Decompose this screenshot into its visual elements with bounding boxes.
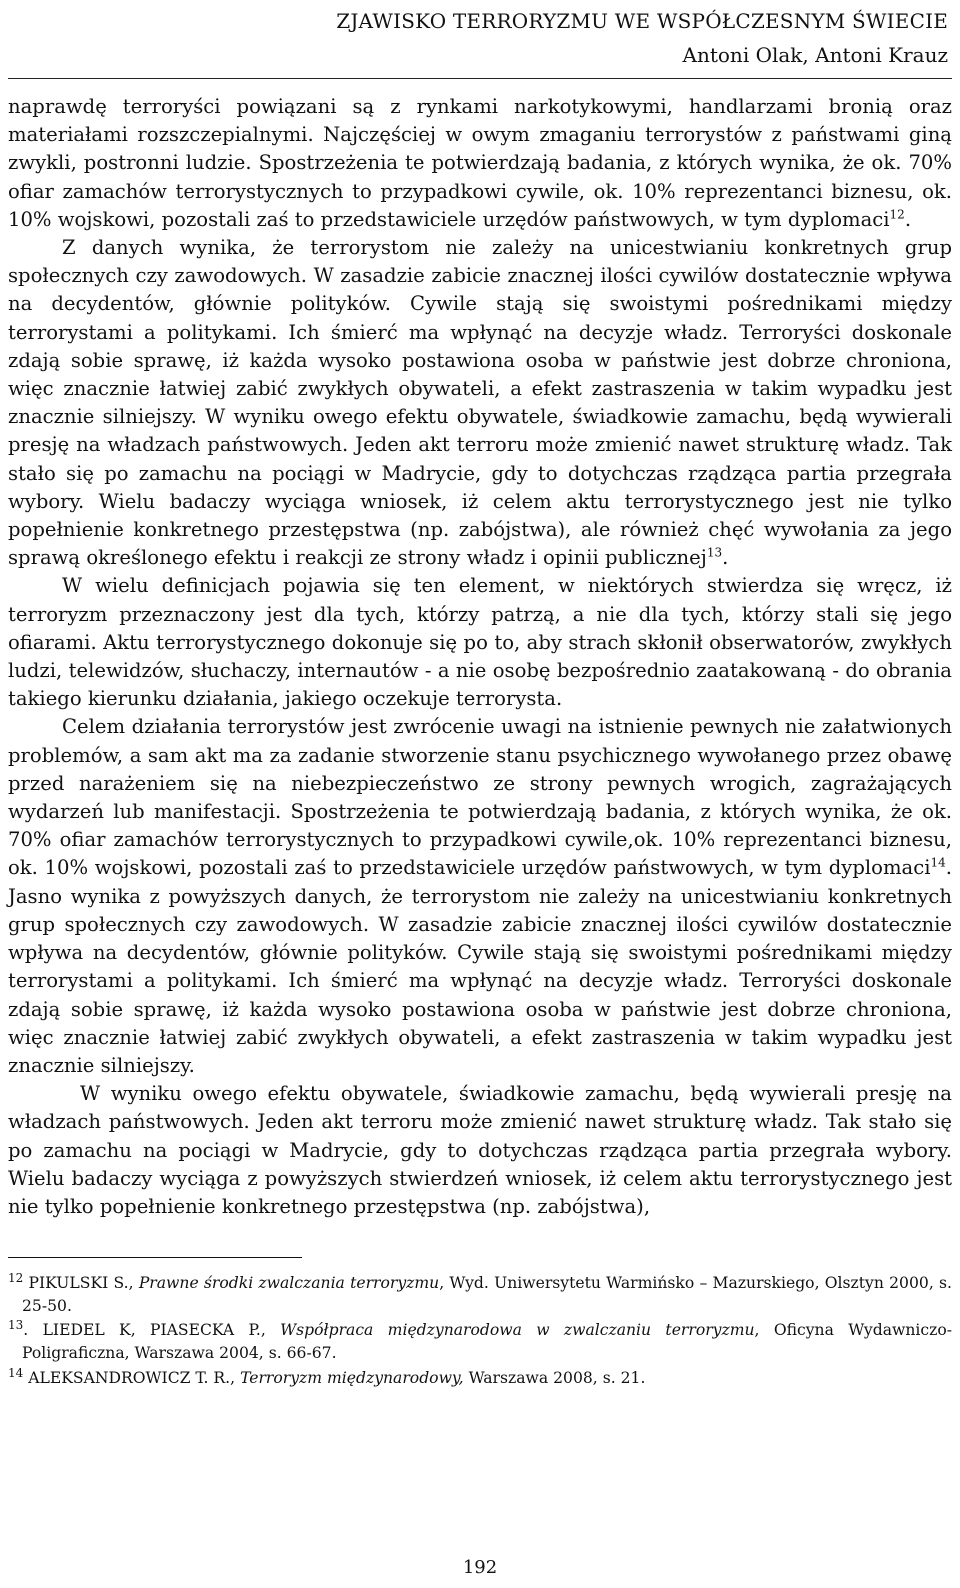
footnote-publication: , Wyd. Uniwersytetu Warmińsko – Mazurskiego, Olsztyn 2000, s. 25-50. bbox=[22, 1274, 952, 1315]
paragraph-4-text: Celem działania terrorystów jest zwrócenie uwagi na istnienie pewnych nie załatwionych problemów, a sam akt ma za zadanie stworzenie stanu psychicznego wywołanego przez obawę przed narażeniem się na niebezpieczeństwo ze strony pewnych wrogich, zagrażających wydarzeń lub manifestacji. Spostrzeżenia te potwierdzają badania, z których wynika, że ok. 70% ofiar zamachów terrorystycznych to przypadkowi cywile,ok. 10% reprezentanci biznesu, ok. 10% wojskowi, pozostali zaś to przedstawiciele urzędów państwowych, w tym dyplomaci bbox=[8, 715, 952, 880]
running-header bbox=[8, 0, 952, 72]
footnote-number: 14 bbox=[8, 1365, 24, 1380]
footnote-12 bbox=[8, 1272, 952, 1317]
page-number: 192 bbox=[462, 1557, 498, 1578]
footnote-ref-12[interactable]: 12 bbox=[889, 207, 905, 222]
footnote-author: ALEKSANDROWICZ T. R., bbox=[23, 1368, 241, 1387]
paragraph-1 bbox=[8, 93, 952, 234]
footnote-number: 12 bbox=[8, 1270, 24, 1285]
running-authors: Antoni Olak, Antoni Krauz bbox=[682, 43, 948, 67]
body-text bbox=[8, 93, 952, 1221]
paragraph-4 bbox=[8, 713, 952, 1080]
paragraph-3: W wielu definicjach pojawia się ten element, w niektórych stwierdza się wręcz, iż terroryzm przeznaczony jest dla tych, którzy patrzą, a nie dla tych, którzy stali się jego ofiarami. Aktu terrorystycznego dokonuje się po to, aby strach skłonił obserwatorów, zwykłych ludzi, telewidzów, słuchaczy, internautów - a nie osobę bezpośrednio zaatakowaną - do obrania takiego kierunku działania, jakiego oczekuje terrorysta. bbox=[8, 574, 952, 711]
footnotes bbox=[8, 1272, 952, 1389]
paragraph-1-text: naprawdę terroryści powiązani są z rynkami narkotykowymi, handlarzami bronią oraz materiałami rozszczepialnymi. Najczęściej w owym zmaganiu terrorystów z państwami giną zwykli, postronni ludzie. Spostrzeżenia te potwierdzają badania, z których wynika, że ok. 70% ofiar zamachów terrorystycznych to przypadkowi cywile, ok. 10% reprezentanci biznesu, ok. 10% wojskowi, pozostali zaś to przedstawiciele urzędów państwowych, w tym dyplomaci bbox=[8, 95, 952, 231]
footnote-publication: Warszawa 2008, s. 21. bbox=[463, 1368, 646, 1387]
footnote-title: Prawne środki zwalczania terroryzmu bbox=[138, 1274, 440, 1293]
footnote-author: PIKULSKI S., bbox=[28, 1274, 139, 1293]
running-title: ZJAWISKO TERRORYZMU WE WSPÓŁCZESNYM ŚWIECIE bbox=[336, 9, 948, 33]
footnote-rule bbox=[8, 1257, 302, 1258]
footnote-title: Współpraca międzynarodowa w zwalczaniu terroryzmu bbox=[280, 1321, 755, 1340]
paragraph-2-end: . bbox=[722, 546, 729, 570]
paragraph-5: W wyniku owego efektu obywatele, świadkowie zamachu, będą wywierali presję na władzach państwowych. Jeden akt terroru może zmienić nawet strukturę władz. Tak stało się po zamachu na pociągi w Madrycie, gdy to dotychczas rządząca partia przegrała wybory. Wielu badaczy wyciąga z powyższych stwierdzeń wniosek, iż celem aktu terrorystycznego jest nie tylko popełnienie konkretnego przestępstwa (np. zabójstwa), bbox=[8, 1082, 952, 1218]
header-rule bbox=[8, 78, 952, 79]
footnote-number: 13 bbox=[8, 1318, 24, 1333]
paragraph-2-text: Z danych wynika, że terrorystom nie zależy na unicestwianiu konkretnych grup społecznych czy zawodowych. W zasadzie zabicie znacznej ilości cywilów dostatecznie wpływa na decydentów, głównie polityków. Cywile stają się swoistymi pośrednikami między terrorystami a politykami. Ich śmierć ma wpłynąć na decyzje władz. Terroryści doskonale zdają sobie sprawę, iż każda wysoko postawiona osoba w państwie jest dobrze chroniona, więc znacznie łatwiej zabić zwykłych obywateli, a efekt zastraszenia w takim wypadku jest znacznie silniejszy. W wyniku owego efektu obywatele, świadkowie zamachu, będą wywierali presję na władzach państwowych. Jeden akt terroru może zmienić nawet strukturę władz. Tak stało się po zamachu na pociągi w Madrycie, gdy to dotychczas rządząca partia przegrała wybory. Wielu badaczy wyciąga wniosek, iż celem aktu terrorystycznego jest nie tylko popełnienie konkretnego przestępstwa (np. zabójstwa), ale również chęć wywołania za jego sprawą określonego efektu i reakcji ze strony władz i opinii publicznej bbox=[8, 236, 952, 570]
paragraph-4-end: . Jasno wynika z powyższych danych, że terrorystom nie zależy na unicestwianiu konkretnych grup społecznych czy zawodowych. W zasadzie zabicie znacznej ilości cywilów dostatecznie wpływa na decydentów, głównie polityków. Cywile stają się swoistymi pośrednikami między terrorystami a politykami. Ich śmierć ma wpłynąć na decyzje władz. Terroryści doskonale zdają sobie sprawę, iż każda wysoko postawiona osoba w państwie jest dobrze chroniona, więc znacznie łatwiej zabić zwykłych obywateli, a efekt zastraszenia w takim wypadku jest znacznie silniejszy. bbox=[8, 856, 952, 1077]
footnote-14 bbox=[8, 1367, 952, 1390]
footnote-ref-14[interactable]: 14 bbox=[930, 855, 946, 870]
footnote-13 bbox=[8, 1319, 952, 1364]
footnote-ref-13[interactable]: 13 bbox=[706, 545, 723, 560]
paragraph-2 bbox=[8, 234, 952, 572]
footnote-publication: , Oficyna Wydawniczo-Poligraficzna, Warszawa 2004, s. 66-67. bbox=[22, 1321, 952, 1362]
footnote-author: . LIEDEL K, PIASECKA P., bbox=[23, 1321, 281, 1340]
paragraph-1-end: . bbox=[904, 207, 912, 231]
footnote-title: Terroryzm międzynarodowy, bbox=[240, 1368, 464, 1387]
